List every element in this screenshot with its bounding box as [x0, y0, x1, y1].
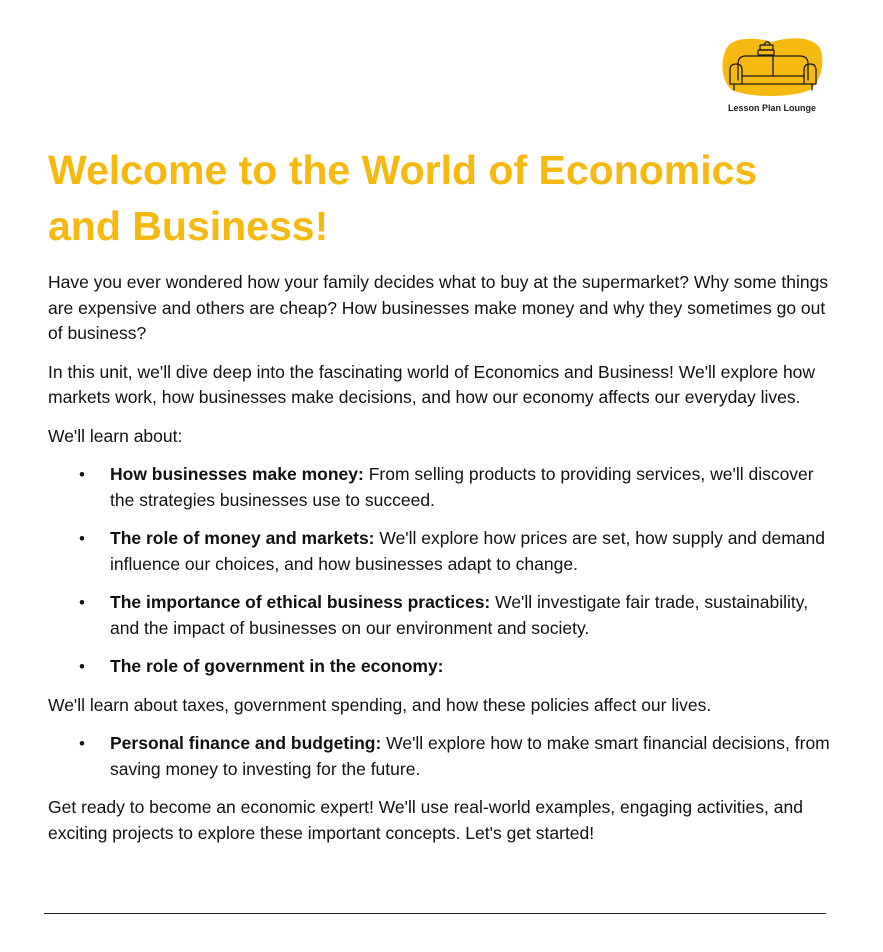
footer-divider	[44, 913, 826, 914]
learn-about-label: We'll learn about:	[48, 425, 183, 446]
intro-paragraph: In this unit, we'll dive deep into the fascinating world of Economics and Business! We'll explore how markets work, how businesses make decisions, and how our economy affects our everyday lives.	[48, 361, 816, 407]
logo-text: Lesson Plan Lounge	[727, 103, 816, 113]
topic-text: We'll explore how prices are set, how supply and demand influence our choices, and how businesses adapt to change.	[110, 528, 825, 574]
sofa-icon	[720, 36, 824, 102]
topic-heading: The role of money and markets:	[110, 528, 375, 548]
topic-text: We'll explore how to make smart financial decisions, from saving money to investing for the future.	[110, 733, 830, 779]
topic-item	[48, 590, 838, 641]
topic-heading: How businesses make money:	[110, 464, 364, 484]
closing-paragraph: Get ready to become an economic expert! We'll use real-world examples, engaging activities, and exciting projects to explore these important concepts. Let's get started!	[48, 797, 803, 843]
topic-item	[48, 654, 838, 680]
topic-item	[48, 731, 838, 782]
topic-text: From selling products to providing services, we'll discover the strategies businesses use to succeed.	[110, 464, 814, 510]
topic-heading: The role of government in the economy:	[110, 656, 444, 676]
topic-item	[48, 526, 838, 577]
topic-list-continued	[48, 731, 838, 782]
brand-logo	[720, 36, 824, 118]
page-title: Welcome to the World of Economics and Business!	[48, 147, 758, 249]
government-paragraph: We'll learn about taxes, government spending, and how these policies affect our lives.	[48, 694, 712, 715]
topic-text: We'll investigate fair trade, sustainability, and the impact of businesses on our environment and society.	[110, 592, 809, 638]
topic-heading: The importance of ethical business practices:	[110, 592, 491, 612]
document-body	[48, 270, 838, 859]
topic-heading: Personal finance and budgeting:	[110, 733, 382, 753]
topic-list	[48, 462, 838, 680]
intro-paragraph: Have you ever wondered how your family decides what to buy at the supermarket? Why some things are expensive and others are cheap? How businesses make money and why they sometimes go out of business?	[48, 272, 829, 343]
topic-item	[48, 462, 838, 513]
